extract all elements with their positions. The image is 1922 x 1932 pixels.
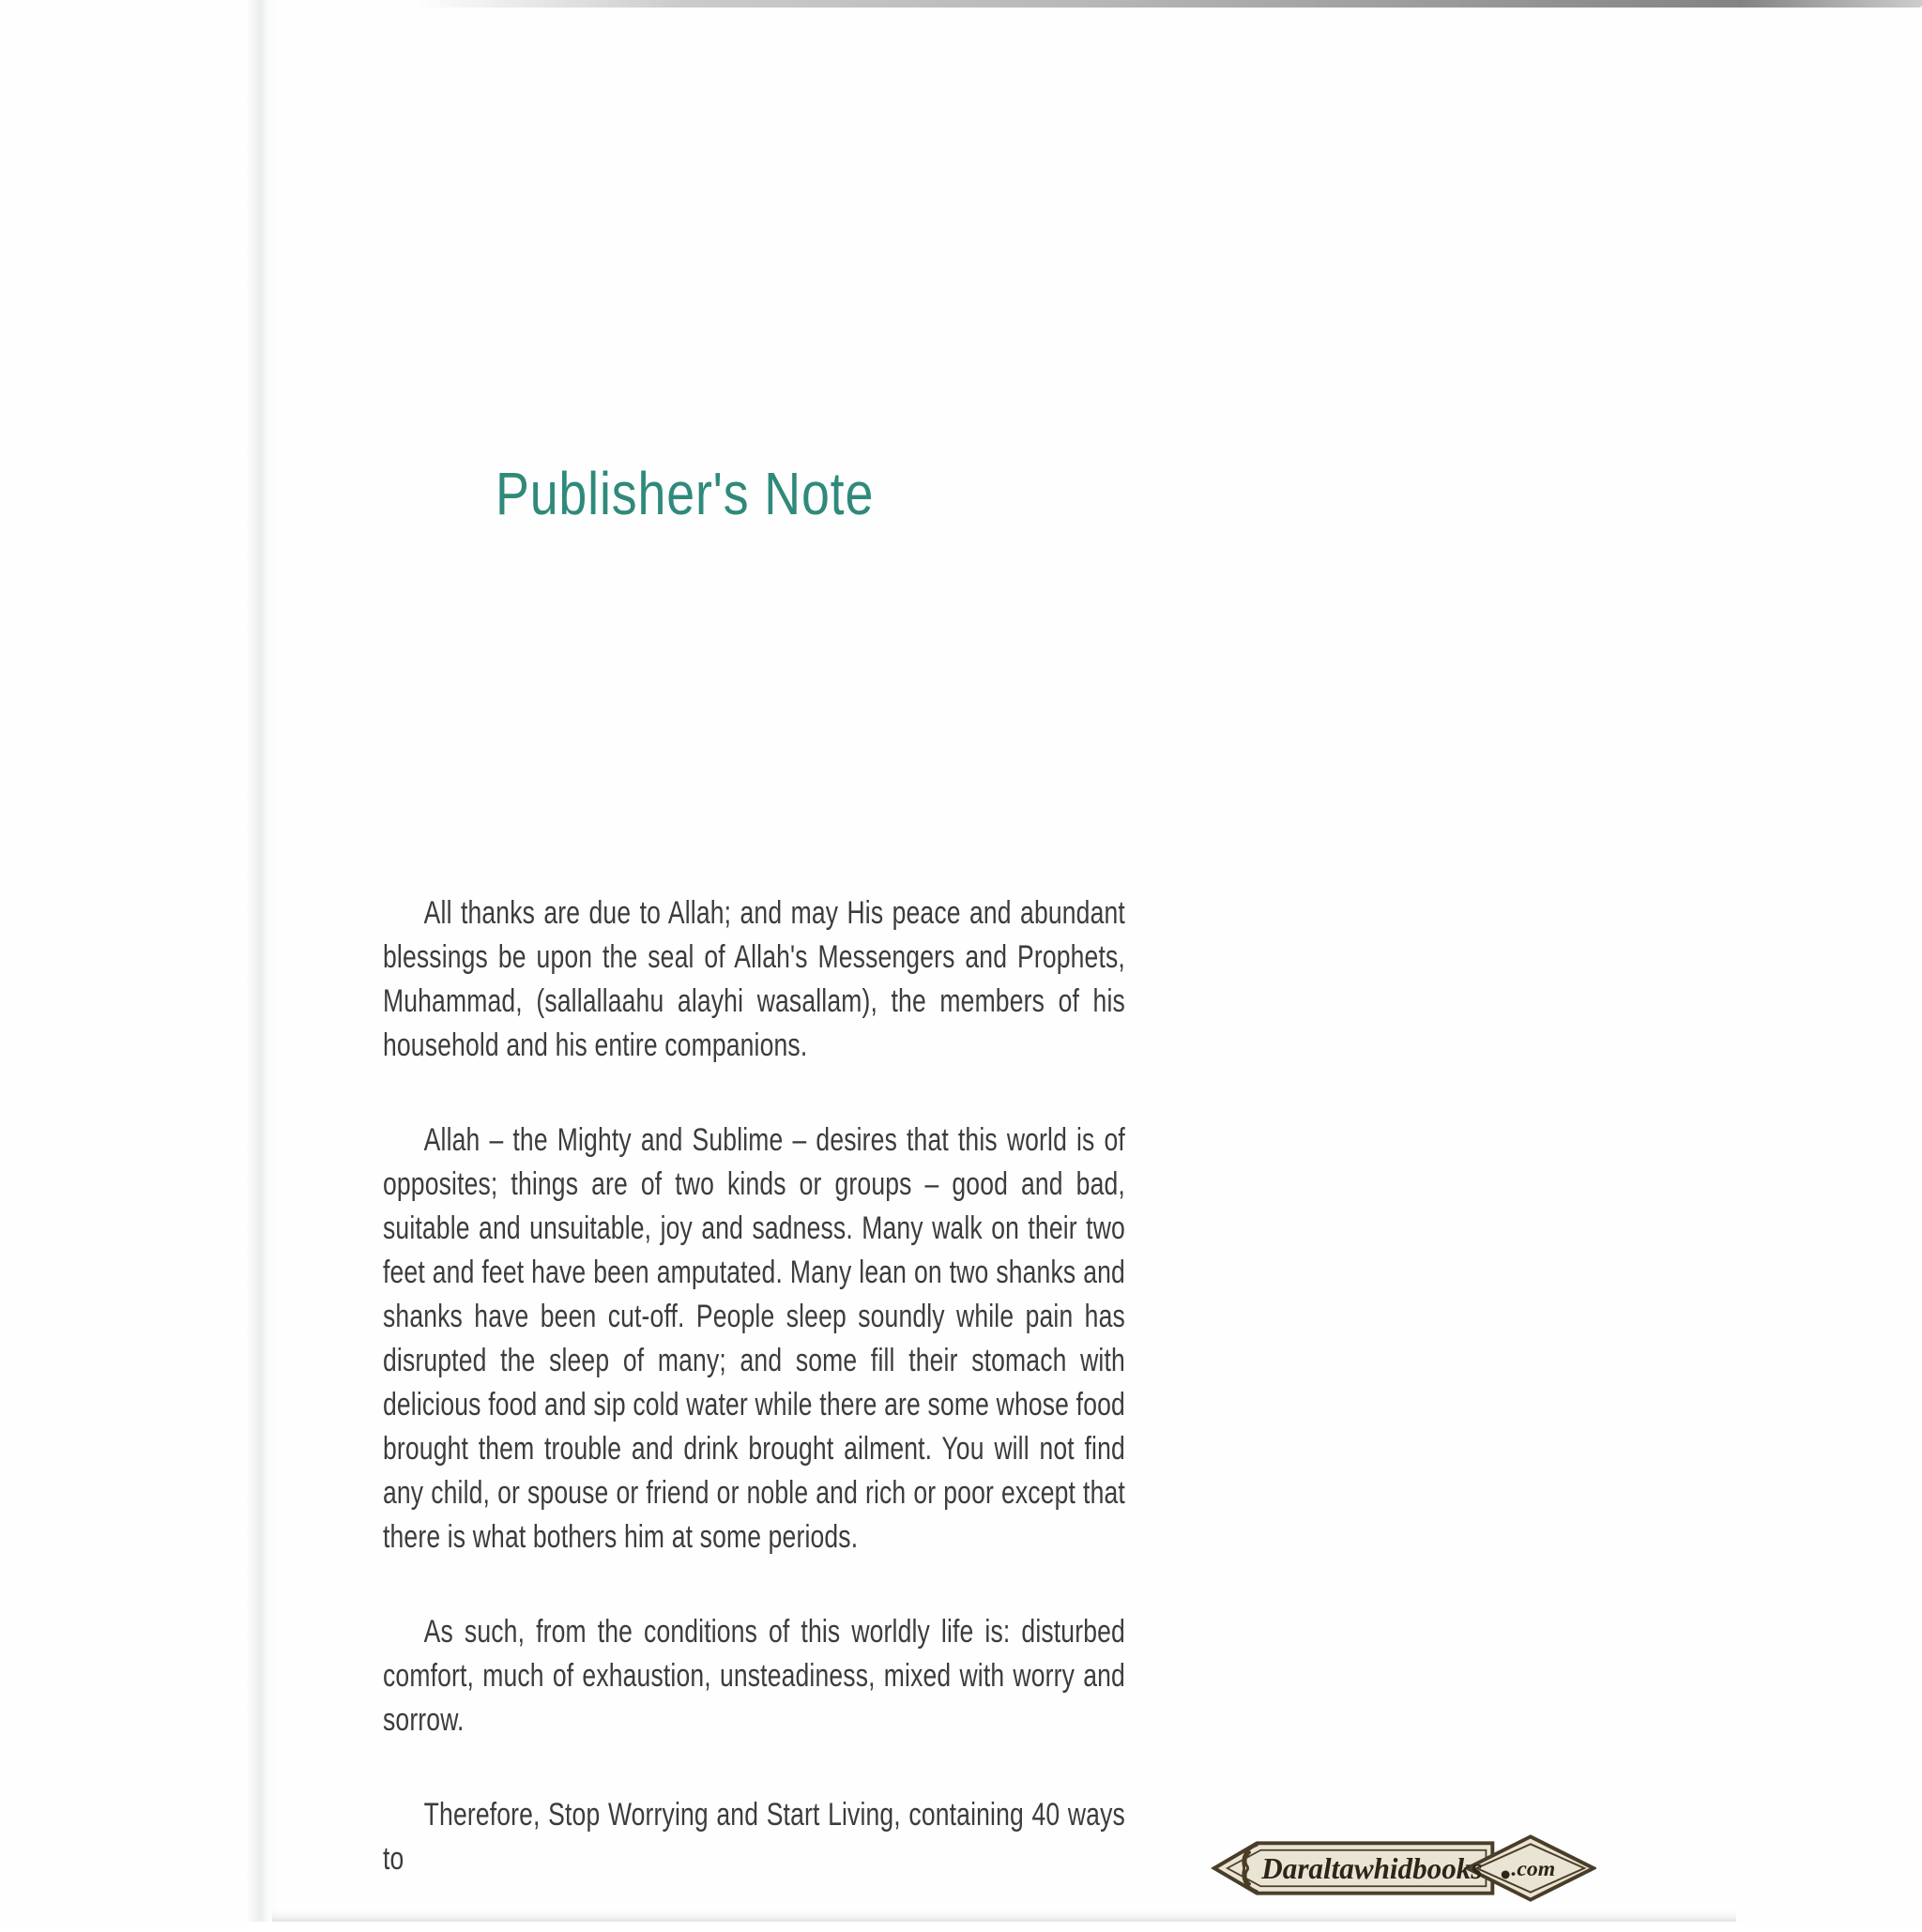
banner-tld-text: .com (1511, 1856, 1556, 1881)
paragraph-therefore: Therefore, Stop Worrying and Start Living, containing 40 ways to (383, 1797, 1125, 1877)
banner-dot (1502, 1870, 1510, 1879)
scan-edge-left (246, 0, 278, 1922)
banner-site-text: Daraltawhidbooks (1260, 1851, 1483, 1885)
page-title: Publisher's Note (496, 459, 875, 527)
scan-edge-top (413, 0, 1922, 8)
paragraph-opposites: Allah – the Mighty and Sublime – desires that this world is of opposites; things are of two kinds or groups – good and bad, suitable and unsuitable, joy and sadness. Many walk on their two feet and feet have been amputated. Many lean on two shanks and shanks have been cut-off. People sleep soundly while pain has disrupted the sleep of many; and some fill their stomach with delicious food and sip cold water while there are some whose food brought them trouble and drink brought ailment. You will not find any child, or spouse or friend or noble and rich or poor except that there is what bothers him at some periods. (383, 1122, 1125, 1555)
paragraph-conditions: As such, from the conditions of this worldly life is: disturbed comfort, much of exhaustion, unsteadiness, mixed with worry and sorrow. (383, 1614, 1125, 1738)
watermark-banner-graphic (1207, 1833, 1596, 1903)
watermark-banner (1207, 1833, 1596, 1903)
paragraph-thanks: All thanks are due to Allah; and may His peace and abundant blessings be upon the seal of Allah's Messengers and Prophets, Muhammad, (sallallaahu alayhi wasallam), the members of his household and his entire companions. (383, 895, 1125, 1063)
body-text-block (383, 891, 1125, 1932)
